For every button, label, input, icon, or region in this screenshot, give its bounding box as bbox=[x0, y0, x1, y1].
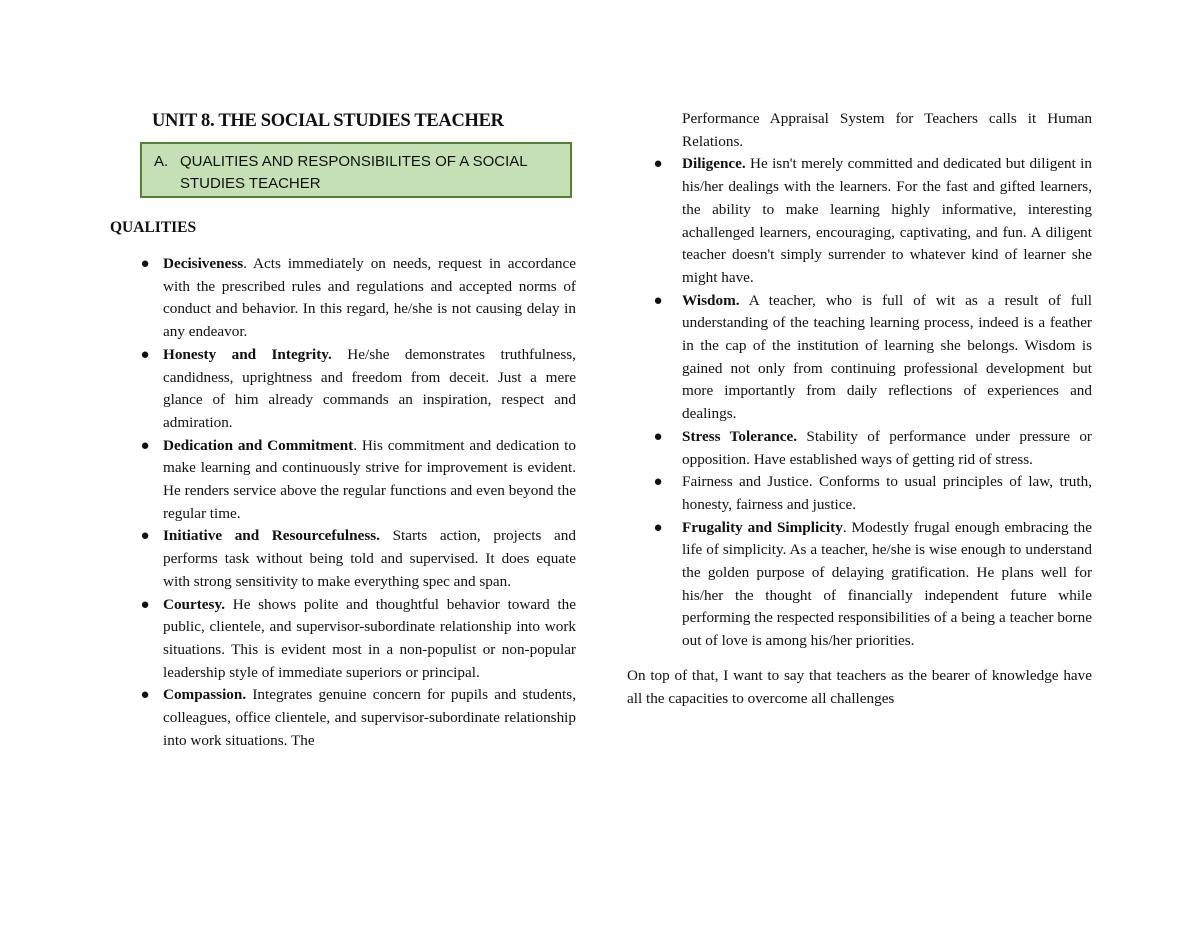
quality-term: Compassion. bbox=[163, 686, 247, 704]
quality-term: Stress Tolerance. bbox=[682, 427, 797, 445]
qualities-heading: QUALITIES bbox=[110, 219, 197, 236]
quality-description: A teacher, who is full of wit as a result of full understanding of the teaching learning process, indeed is a feather in the cap of the institution of learning she belongs. Wisdom is gained not only from continuing professional development but more importantly from daily reflections of experiences and dealings. bbox=[682, 291, 1092, 423]
list-item bbox=[110, 435, 576, 526]
section-letter: A. bbox=[154, 153, 169, 170]
quality-description: . Modestly frugal enough embracing the life of simplicity. As a teacher, he/she is wise enough to understand the golden purpose of delaying gratification. He plans well for his/her the thought of financially independent future while performing the respected responsibilities of a being a teacher borne out of love is among his/her priorities. bbox=[682, 518, 1093, 650]
quality-description: Fairness and Justice. Conforms to usual principles of law, truth, honesty, fairness and justice. bbox=[682, 473, 1092, 513]
section-title: QUALITIES AND RESPONSIBILITES OF A SOCIAL STUDIES TEACHER bbox=[180, 153, 528, 192]
quality-term: Wisdom. bbox=[682, 291, 740, 309]
unit-title: UNIT 8. THE SOCIAL STUDIES TEACHER bbox=[152, 111, 504, 131]
list-item bbox=[110, 253, 576, 344]
list-item bbox=[627, 426, 1092, 471]
quality-description: . His commitment and dedication to make learning and continuously strive for improvement is evident. He renders service above the regular functions and even beyond the regular time. bbox=[163, 436, 576, 522]
list-item bbox=[110, 344, 576, 435]
list-item bbox=[110, 684, 576, 752]
bullet-icon: ● bbox=[140, 256, 150, 272]
quality-description: He shows polite and thoughtful behavior toward the public, clientele, and supervisor-subordinate relationship into work situations. This is evident most in a non-populist or non-popular leadership style of immediate superiors or principal. bbox=[163, 595, 576, 681]
quality-description: Starts action, projects and performs task without being told and supervised. It does equate with strong sensitivity to make everything spec and span. bbox=[163, 527, 576, 590]
qualities-list-right bbox=[627, 153, 1092, 652]
closing-paragraph: On top of that, I want to say that teachers as the bearer of knowledge have all the capacities to overcome all challenges bbox=[627, 666, 1092, 707]
list-item bbox=[627, 153, 1092, 289]
bullet-icon: ● bbox=[653, 292, 663, 309]
left-column bbox=[110, 108, 576, 752]
bullet-icon: ● bbox=[140, 437, 150, 454]
quality-description: Integrates genuine concern for pupils and students, colleagues, office clientele, and supervisor-subordinate relationship into work situations. The bbox=[163, 686, 576, 749]
list-item bbox=[110, 594, 576, 685]
quality-term: Frugality and Simplicity bbox=[682, 518, 843, 536]
quality-term: Dedication and Commitment bbox=[163, 436, 354, 454]
qualities-list-left bbox=[110, 253, 576, 752]
bullet-icon: ● bbox=[653, 428, 663, 445]
quality-term: Initiative and Resourcefulness. bbox=[163, 527, 380, 545]
bullet-icon: ● bbox=[653, 156, 663, 173]
quality-description: He isn't merely committed and dedicated but diligent in his/her dealings with the learners. For the fast and gifted learners, the ability to make learning highly informative, interesting achallenged learners, encouraging, captivating, and fun. A diligent teacher doesn't simply surrender to whatever kind of learner she might have. bbox=[682, 155, 1092, 286]
list-item bbox=[110, 525, 576, 593]
list-item bbox=[627, 517, 1092, 653]
list-item bbox=[627, 290, 1092, 426]
quality-description: Stability of performance under pressure or opposition. Have established ways of getting rid of stress. bbox=[682, 427, 1092, 468]
bullet-icon: ● bbox=[140, 687, 150, 704]
bullet-icon: ● bbox=[140, 596, 150, 613]
quality-description: . Acts immediately on needs, request in accordance with the prescribed rules and regulations and accepted norms of conduct and behavior. In this regard, he/she is not causing delay in any endeavor. bbox=[163, 255, 576, 341]
bullet-icon: ● bbox=[653, 519, 663, 536]
bullet-icon: ● bbox=[140, 346, 150, 363]
quality-term: Honesty and Integrity. bbox=[163, 345, 332, 363]
continued-paragraph: Performance Appraisal System for Teachers calls it Human Relations. bbox=[682, 110, 1092, 150]
quality-term: Courtesy. bbox=[163, 595, 226, 613]
quality-term: Diligence. bbox=[682, 155, 746, 173]
bullet-icon: ● bbox=[653, 474, 663, 491]
bullet-icon: ● bbox=[140, 528, 150, 545]
right-column bbox=[627, 108, 1092, 710]
list-item bbox=[627, 471, 1092, 516]
quality-term: Decisiveness bbox=[163, 255, 244, 272]
quality-description: He/she demonstrates truthfulness, candidness, uprightness and freedom from deceit. Just a mere glance of him already commands an inspiration, respect and admiration. bbox=[163, 345, 576, 431]
section-heading-box bbox=[140, 142, 572, 198]
